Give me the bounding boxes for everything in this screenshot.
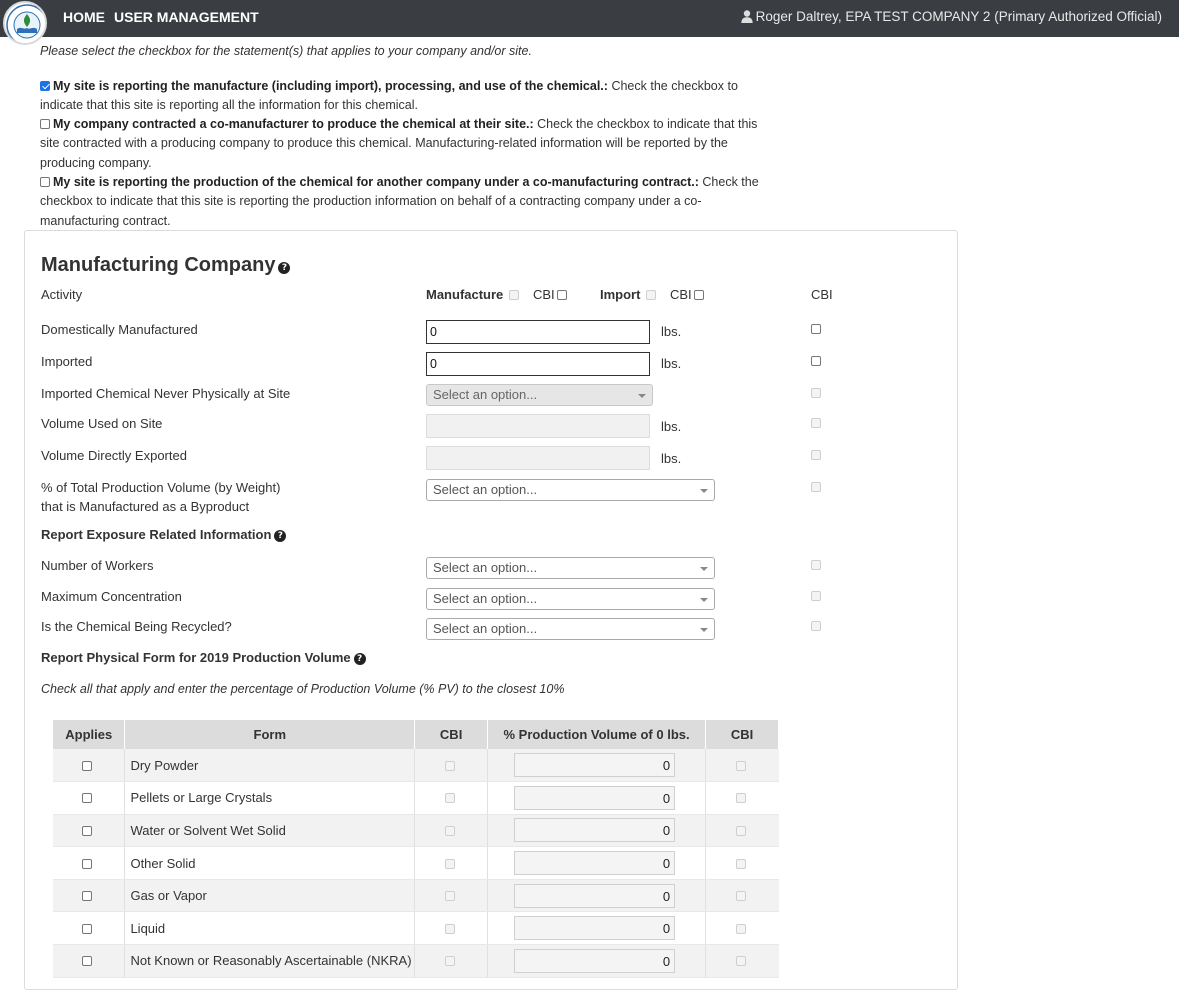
applies-checkbox[interactable]	[82, 891, 92, 901]
pv-cbi-checkbox[interactable]	[736, 956, 746, 966]
help-icon[interactable]: ?	[278, 262, 290, 274]
dropdown-caret-icon	[700, 628, 708, 632]
manufacture-cbi-checkbox[interactable]	[557, 290, 567, 300]
pv-cbi-checkbox[interactable]	[736, 761, 746, 771]
imported-cbi-checkbox[interactable]	[811, 356, 821, 366]
cbi-label: CBI	[670, 287, 692, 302]
unit-lbs: lbs.	[661, 419, 682, 434]
statement-co-manufacturing-checkbox[interactable]	[40, 177, 50, 187]
domestically-manufactured-label: Domestically Manufactured	[41, 322, 198, 337]
user-name: Roger Daltrey, EPA TEST COMPANY 2 (Primary Authorized Official)	[755, 9, 1162, 24]
pv-cbi-checkbox[interactable]	[736, 924, 746, 934]
form-name: Water or Solvent Wet Solid	[125, 814, 415, 847]
import-header	[600, 287, 659, 302]
recycled-select[interactable]	[426, 618, 715, 640]
manufacture-label: Manufacture	[426, 287, 504, 302]
top-nav-bar	[0, 0, 1179, 37]
applies-checkbox[interactable]	[82, 793, 92, 803]
unit-lbs: lbs.	[661, 451, 682, 466]
form-cbi-checkbox[interactable]	[445, 793, 455, 803]
import-cbi-header	[670, 287, 707, 302]
column-header-applies[interactable]: Applies	[53, 720, 125, 749]
table-row	[53, 879, 779, 912]
select-placeholder: Select an option...	[433, 560, 538, 575]
domestically-manufactured-cbi-checkbox[interactable]	[811, 324, 821, 334]
form-name: Other Solid	[125, 847, 415, 880]
form-cbi-checkbox[interactable]	[445, 859, 455, 869]
nav-home-link[interactable]: HOME	[63, 9, 105, 25]
form-cbi-checkbox[interactable]	[445, 826, 455, 836]
physical-form-note: Check all that apply and enter the percentage of Production Volume (% PV) to the closest 10%	[41, 682, 565, 696]
import-checkbox[interactable]	[646, 290, 656, 300]
byproduct-cbi-checkbox[interactable]	[811, 482, 821, 492]
manufacture-header	[426, 287, 522, 302]
production-volume-input[interactable]: 0	[514, 916, 675, 940]
volume-used-cbi-checkbox[interactable]	[811, 418, 821, 428]
intro-text: Please select the checkbox for the statement(s) that applies to your company and/or site.	[40, 44, 532, 58]
table-row	[53, 814, 779, 847]
manufacture-cbi-header	[533, 287, 570, 302]
statement-desc: Check the checkbox to indicate that this site is reporting all the information for this chemical.	[40, 79, 738, 113]
statement-report-all	[40, 77, 760, 116]
exposure-heading	[41, 525, 286, 544]
panel-title	[41, 254, 290, 277]
production-volume-input[interactable]: 0	[514, 851, 675, 875]
physical-form-heading	[41, 648, 366, 667]
statement-co-manufacturing-contract	[40, 173, 760, 231]
table-row	[53, 945, 779, 978]
column-header-form[interactable]: Form	[125, 720, 415, 749]
nav-user-management-link[interactable]: USER MANAGEMENT	[114, 9, 259, 25]
workers-select[interactable]	[426, 557, 715, 579]
never-at-site-label: Imported Chemical Never Physically at Site	[41, 386, 291, 401]
select-placeholder: Select an option...	[433, 482, 538, 497]
form-name: Gas or Vapor	[125, 879, 415, 912]
user-account-menu[interactable]	[741, 9, 1162, 24]
workers-label: Number of Workers	[41, 558, 154, 573]
volume-exported-label: Volume Directly Exported	[41, 448, 187, 463]
applies-checkbox[interactable]	[82, 761, 92, 771]
column-header-pv-cbi[interactable]: CBI	[706, 720, 779, 749]
dropdown-caret-icon	[700, 489, 708, 493]
pv-cbi-checkbox[interactable]	[736, 793, 746, 803]
statement-title: My company contracted a co-manufacturer to produce the chemical at their site.:	[53, 117, 534, 131]
help-icon[interactable]: ?	[354, 653, 366, 665]
imported-label: Imported	[41, 354, 93, 369]
applies-checkbox[interactable]	[82, 859, 92, 869]
cbi-column-header: CBI	[811, 287, 833, 302]
dropdown-caret-icon	[638, 394, 646, 398]
physical-form-heading-text: Report Physical Form for 2019 Production Volume	[41, 650, 351, 665]
applies-checkbox[interactable]	[82, 826, 92, 836]
statement-contracted-checkbox[interactable]	[40, 119, 50, 129]
recycled-cbi-checkbox[interactable]	[811, 621, 821, 631]
form-cbi-checkbox[interactable]	[445, 891, 455, 901]
applies-checkbox[interactable]	[82, 956, 92, 966]
dropdown-caret-icon	[700, 598, 708, 602]
cbi-label: CBI	[533, 287, 555, 302]
select-placeholder: Select an option...	[433, 591, 538, 606]
table-header-row	[53, 720, 779, 749]
workers-cbi-checkbox[interactable]	[811, 560, 821, 570]
byproduct-select[interactable]	[426, 479, 715, 501]
table-row	[53, 782, 779, 815]
production-volume-input[interactable]: 0	[514, 884, 675, 908]
select-placeholder: Select an option...	[433, 621, 538, 636]
pv-cbi-checkbox[interactable]	[736, 859, 746, 869]
user-icon	[741, 10, 753, 23]
statement-report-all-checkbox[interactable]	[40, 81, 50, 91]
form-name: Dry Powder	[125, 749, 415, 782]
activity-label: Activity	[41, 287, 83, 302]
volume-used-input[interactable]	[426, 414, 650, 438]
pv-cbi-checkbox[interactable]	[736, 891, 746, 901]
byproduct-label-line1: % of Total Production Volume (by Weight)	[41, 480, 281, 495]
manufacturing-company-title: Manufacturing Company	[41, 254, 276, 276]
statement-contracted-co-manufacturer	[40, 115, 760, 173]
recycled-label: Is the Chemical Being Recycled?	[41, 619, 232, 634]
dropdown-caret-icon	[700, 567, 708, 571]
import-cbi-checkbox[interactable]	[694, 290, 704, 300]
column-header-cbi[interactable]: CBI	[415, 720, 488, 749]
select-placeholder: Select an option...	[433, 387, 538, 402]
statement-title: My site is reporting the production of the chemical for another company under a co-manufacturing contract.:	[53, 175, 699, 189]
volume-exported-cbi-checkbox[interactable]	[811, 450, 821, 460]
volume-used-label: Volume Used on Site	[41, 416, 163, 431]
form-name: Liquid	[125, 912, 415, 945]
unit-lbs: lbs.	[661, 356, 682, 371]
production-volume-input[interactable]: 0	[514, 949, 675, 973]
column-header-production-volume[interactable]: % Production Volume of 0 lbs.	[488, 720, 706, 749]
unit-lbs: lbs.	[661, 324, 682, 339]
never-at-site-select[interactable]	[426, 384, 653, 406]
table-row	[53, 847, 779, 880]
applies-checkbox[interactable]	[82, 924, 92, 934]
exposure-heading-text: Report Exposure Related Information	[41, 527, 272, 542]
physical-form-table	[53, 720, 779, 978]
max-concentration-select[interactable]	[426, 588, 715, 610]
table-row	[53, 749, 779, 782]
epa-seal-logo[interactable]	[3, 1, 47, 45]
domestically-manufactured-input[interactable]	[426, 320, 650, 344]
production-volume-input[interactable]: 0	[514, 786, 675, 810]
table-row	[53, 912, 779, 945]
manufacture-checkbox[interactable]	[509, 290, 519, 300]
help-icon[interactable]: ?	[274, 530, 286, 542]
statement-title: My site is reporting the manufacture (including import), processing, and use of the chemical.:	[53, 79, 608, 93]
form-cbi-checkbox[interactable]	[445, 761, 455, 771]
form-cbi-checkbox[interactable]	[445, 956, 455, 966]
statement-desc: Check the checkbox to indicate that this site is reporting the production information on behalf of a contracting company under a co-manufacturing contract.	[40, 175, 759, 228]
production-volume-input[interactable]: 0	[514, 753, 675, 777]
form-name: Not Known or Reasonably Ascertainable (NKRA)	[125, 945, 415, 978]
import-label: Import	[600, 287, 641, 302]
volume-exported-input[interactable]	[426, 446, 650, 470]
byproduct-label-line2: that is Manufactured as a Byproduct	[41, 499, 250, 514]
max-concentration-label: Maximum Concentration	[41, 589, 182, 604]
statement-desc: Check the checkbox to indicate that this site contracted with a producing company to produce this chemical. Manufacturing-related information will be reported by the producing company.	[40, 117, 758, 170]
form-name: Pellets or Large Crystals	[125, 782, 415, 815]
imported-input[interactable]	[426, 352, 650, 376]
max-concentration-cbi-checkbox[interactable]	[811, 591, 821, 601]
form-cbi-checkbox[interactable]	[445, 924, 455, 934]
production-volume-input[interactable]: 0	[514, 818, 675, 842]
never-at-site-cbi-checkbox[interactable]	[811, 388, 821, 398]
pv-cbi-checkbox[interactable]	[736, 826, 746, 836]
